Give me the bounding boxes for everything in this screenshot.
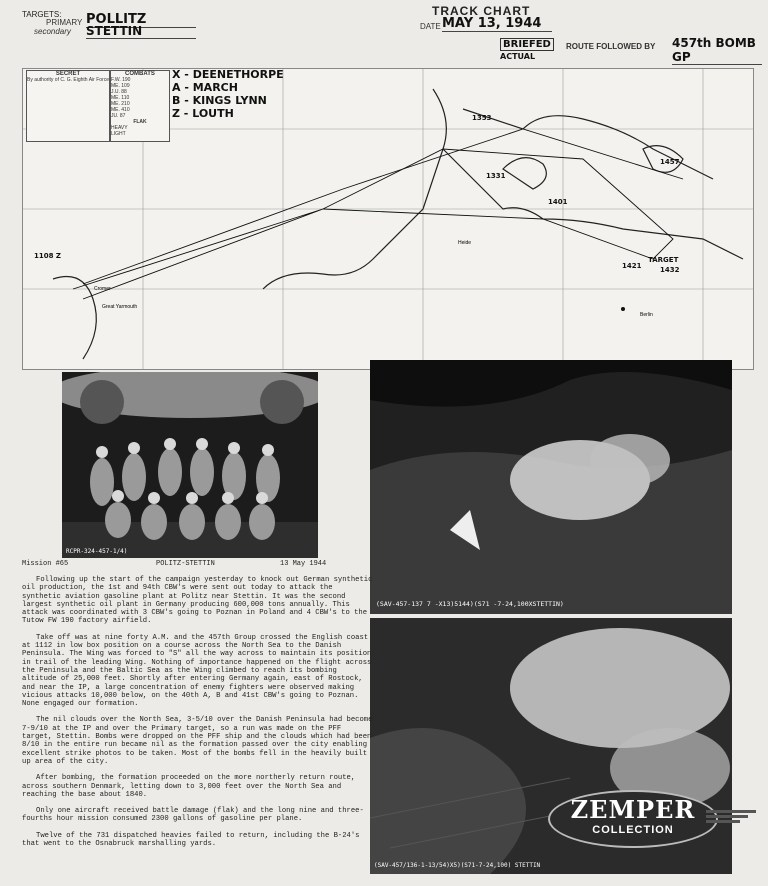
secret-title: SECRET [55,71,81,77]
secondary-label: secondary [34,27,71,36]
report-paragraph: Twelve of the 731 dispatched heavies failed to return, including the B-24's that went to the Osnabruck marshalling yards. [22,831,360,849]
map-start-label: 1108 Z [34,252,61,260]
report-paragraph: Only one aircraft received battle damage (flak) and the long nine and three-fourths hour mission consumed 2300 gallons of gasoline per plane. [22,807,364,824]
strike-photo-1 [370,360,732,614]
base-legend-item: A - MARCH [172,81,238,94]
strike-image-1 [370,360,732,614]
report-paragraph: After bombing, the formation proceeded on the more northerly return route, across southern Denmark, letting down to 3,000 feet over the North Sea and reaching the base about 1840. [22,774,356,799]
mission-number: Mission #65 [22,560,69,568]
combats-title: COMBATS [125,71,155,77]
light-label: LIGHT [111,131,126,137]
report-paragraph: Following up the start of the campaign yesterday to knock out German synthetic oil production, the 1st and 94th CBW's were sent out today to attack the synthetic aviation gasoline plant at Politz near Stettin. It was the second largest synthetic oil plant in Germany producing 600,000 tons annually. This attack was coordinated with 3 CBW's going to Poznan in Poland and 4 CBW's to the Tutow FW 190 factory airfield. [22,576,373,626]
zemper-collection-logo [548,790,718,848]
crew-image [62,372,318,558]
logo-line-1: ZEMPER [570,795,696,824]
logo-wing-icon [706,810,756,824]
map-city-berlin: Berlin [640,312,653,318]
group-value: 457th BOMB GP [672,36,762,65]
map-target-label: TARGET [648,256,679,264]
crew-photo [62,372,318,558]
map-city-heide: Heide [458,240,472,246]
combats-row: ME. 110 [111,95,130,101]
secret-sub: By authority of C. G. Eighth Air Force [27,77,109,83]
combats-row: ME. 109 [111,83,130,89]
map-time-label: 1421 [622,262,642,270]
strike-photo-2-caption: (SAV-457/136-1-13/54)X5)(S71-7-24,100) STETTIN [374,862,541,869]
base-legend-item: B - KINGS LYNN [172,94,267,107]
map-time-label: 1401 [548,198,568,206]
mission-date: 13 May 1944 [280,560,327,568]
combats-box [110,70,170,142]
combats-row: ME. 210 [111,101,130,107]
crew-photo-caption: RCPR-324-457-1/4) [66,548,128,555]
base-legend [172,68,284,120]
date-label: DATE [420,22,441,31]
base-legend-item: Z - LOUTH [172,107,234,120]
report-paragraph: Take off was at nine forty A.M. and the 457th Group crossed the English coast at 1112 in low box position on a course across the North Sea to the Danish Peninsula. The Wing was forced to "S" all the way across to maintain its position in trail of the leading Wing. Nothing of importance happened on the flight across the Peninsula and the Baltic Sea as the Wing climbed to reach its bombing altitude of 25,000 feet. Shortly after entering Germany again, east of Rostock, and near the IP, a large concentration of enemy fighters were observed making vicious attacks 10,000 below, on the 40th A, B and 41st CBW's going to Poznan. None engaged our formation. [22,633,372,709]
flak-label: FLAK [133,119,147,125]
mission-target: POLITZ-STETTIN [156,560,215,568]
map-time-label: 1353 [472,114,492,122]
targets-label: TARGETS: [22,10,62,19]
base-legend-item: X - DEENETHORPE [172,68,284,81]
strike-photo-1-caption: (SAV-457-137 7 -X13)5144)(S71 -7-24,100XSTETTIN) [376,600,564,608]
logo-line-2: COLLECTION [592,824,674,836]
combats-row: F.W. 190 [111,77,131,83]
map-time-label: 1331 [486,172,506,180]
briefed-label: BRIEFED [500,38,554,51]
map-time-label: 1457 [660,158,680,166]
combats-row: ME. 410 [111,107,130,113]
secret-box [26,70,110,142]
heavy-label: HEAVY [111,125,128,131]
map-time-label: 1432 [660,266,680,274]
combats-row: JU. 87 [111,113,126,119]
map-city-cromer: Cromer [94,286,111,292]
secondary-target: STETTIN [86,24,196,39]
report-paragraph: The nil clouds over the North Sea, 3-5/10 over the Danish Peninsula had become 7-9/10 at the IP and over the Primary target, so a run was made on the PFF target, Stettin. Bombs were dropped on the PFF ship and the clouds which had been 8/10 in the entire run became nil as the formation passed over the city enabling excellent strike photos to be taken. Most of the bombs fell in the heavily built up area of the city. [22,716,373,766]
date-value: MAY 13, 1944 [442,16,552,32]
mission-report [22,576,374,856]
primary-label: PRIMARY [46,18,83,27]
combats-row: J.U. 88 [111,89,127,95]
map-city-yarmouth: Great Yarmouth [102,304,138,310]
primary-target: POLLITZ [86,12,196,28]
chart-title: TRACK CHART [432,4,531,18]
actual-label: ACTUAL [500,52,536,61]
route-label: ROUTE FOLLOWED BY [566,42,656,51]
